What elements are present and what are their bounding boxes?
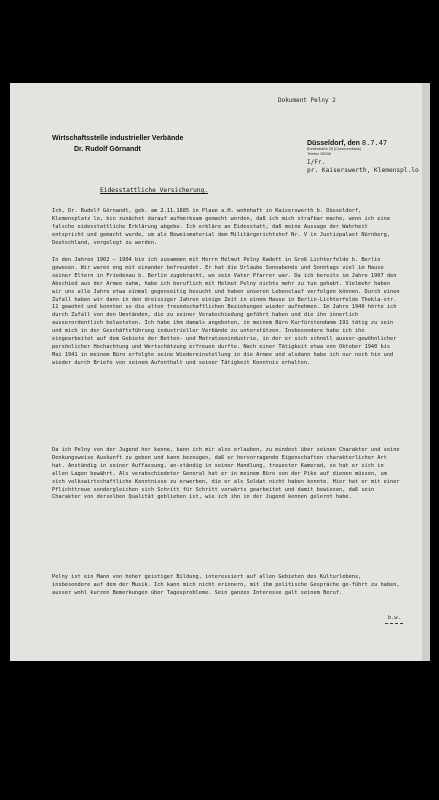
page-edge bbox=[422, 83, 430, 661]
document-stamp: Dokument Pelny 2 bbox=[278, 97, 336, 104]
address-line-2: Telefon 28936 bbox=[307, 152, 331, 156]
private-address: pr. Kaiserswerth, Klemenspl.lo bbox=[307, 167, 419, 174]
letterhead-organization: Wirtschaftsstelle industrieller Verbände bbox=[52, 135, 184, 142]
reference: I/Fr. bbox=[307, 159, 326, 166]
signature-rule bbox=[385, 623, 403, 624]
paragraph-3: Da ich Pelny von der Jugend her kenne, kann ich mir also erlauben, zu mindest über seinen Charakter und seine Denkungsweise Auskunft zu geben und kann bezeugen, daß er hervorragende Eigenschaften charakterlicher Art hat. Anständig in seiner Auffassung, an-ständig in seiner Handlung, treuester Kamerad, so hat er sich in allen Lagen bewährt. Als verabschiedeter General hat er in meinem Büro von der Pike auf dienen müssen, um sich volkswirtschaftliche Kenntnisse zu erwerben, die er als Soldat nicht haben konnte. Hier hat er mit einer Pflichttreue sondergleichen sich Schritt für Schritt vorwärts gearbeitet und damit bewiesen, daß sein Charakter von derselben Qualität geblieben ist, wie ich ihn in der Jugend kennen gelernt habe. bbox=[52, 447, 400, 501]
letterhead-name: Dr. Rudolf Görnandt bbox=[74, 146, 141, 153]
document-title: Eidesstattliche Versicherung. bbox=[100, 187, 209, 194]
paragraph-4: Pelny ist ein Mann von hoher geistiger Bildung, interessiert auf allen Gebieten des Kulturlebens, insbesondere auf dem der Musik. Ich kann mich nicht erinnern, mit ihm politische Gespräche ge-führt zu haben, ausser wohl kurzen Bemerkungen über Tagesprobleme. Sein ganzes Interesse galt seinem Beruf. bbox=[52, 574, 400, 596]
place: Düsseldorf, den bbox=[307, 140, 360, 147]
place-date bbox=[307, 139, 387, 147]
paragraph-1: Ich, Dr. Rudolf Görnandt, geb. am 2.11.1885 in Plaue a.H. wohnhaft in Kaiserswerth b. Düsseldorf, Klemensplatz lo, bin zunächst darauf aufmerksam gemacht worden, daß ich mich strafbar mache, wenn ich eine falsche eidesstattliche Erklärung abgebe. Ich erkläre an Eidesstatt, daß meine Aussage der Wahrheit entspricht und gemacht wurde, um als Beweismaterial dem Militärgerichtshof Nr. V in Justizpalast Nürnberg, Deutschland, vorgelegt zu werden. bbox=[52, 208, 391, 246]
address-line-1: Breitestraße 25 (Commerzbank) bbox=[307, 147, 362, 151]
paragraph-2: In den Jahren 1902 – 1904 bin ich zusammen mit Herrn Helmut Pelny Kadett in Groß Lichterfelde b. Berlin gewesen. Wir waren eng mit einander befreundet. Er hat die Urlaube Sonnabends und Sonntags viel im Hause seiner Eltern in Friedenau b. Berlin zugebracht, wo sein Vater Pfarrer war. Da ich bereits im Jahre 1907 den Abschied aus der Armee nahm, habe ich beruflich mit Helmut Pelny nichts mehr zu tun gehabt. Vielmehr haben wir uns alle Jahre etwa einmal gegenseitig besucht und haben unseren Lebenslauf verfolgen können. Durch einen Zufall haben wir dann in den dreissiger Jahren einige Zeit in einem Hause in Berlin-Lichterfelde Thekla-str. 11 gewohnt und konnten so die alten freundschaftlichen Beziehungen wieder aufnehmen. Im Jahre 1940 hörte ich durch Zufall von den Umständen, die zu seiner Verabschiedung geführt haben und die ihn innerlich ausserordentlich belasteten. Ich habe ihm damals angeboten, in meinem Büro Kurfürstendamm 191 tätig zu sein und mich in der Geschäftsführung industrieller Verbände zu unterstützen. Insbesondere habe ich ihn eingearbeitet auf dem Gebiete der Betten- und Matratzenindustrie, in der er sich schnell ausser-gewöhnlicher persönlicher Hochachtung und Wertschätzung erfreuen durfte. Nach einer Tätigkeit etwa von Oktober 1940 bis Mai 1941 in meinem Büro erfolgte seine Wiedereinstellung in die Armee und alsdann habe ich nur noch hin und wieder durch Briefe von seinem Aufenthalt und seiner Tätigkeit Kenntnis erhalten. bbox=[52, 257, 400, 366]
date: 8.7.47 bbox=[361, 139, 388, 147]
document-page bbox=[10, 83, 430, 661]
signature-mark: b.w. bbox=[388, 615, 401, 621]
